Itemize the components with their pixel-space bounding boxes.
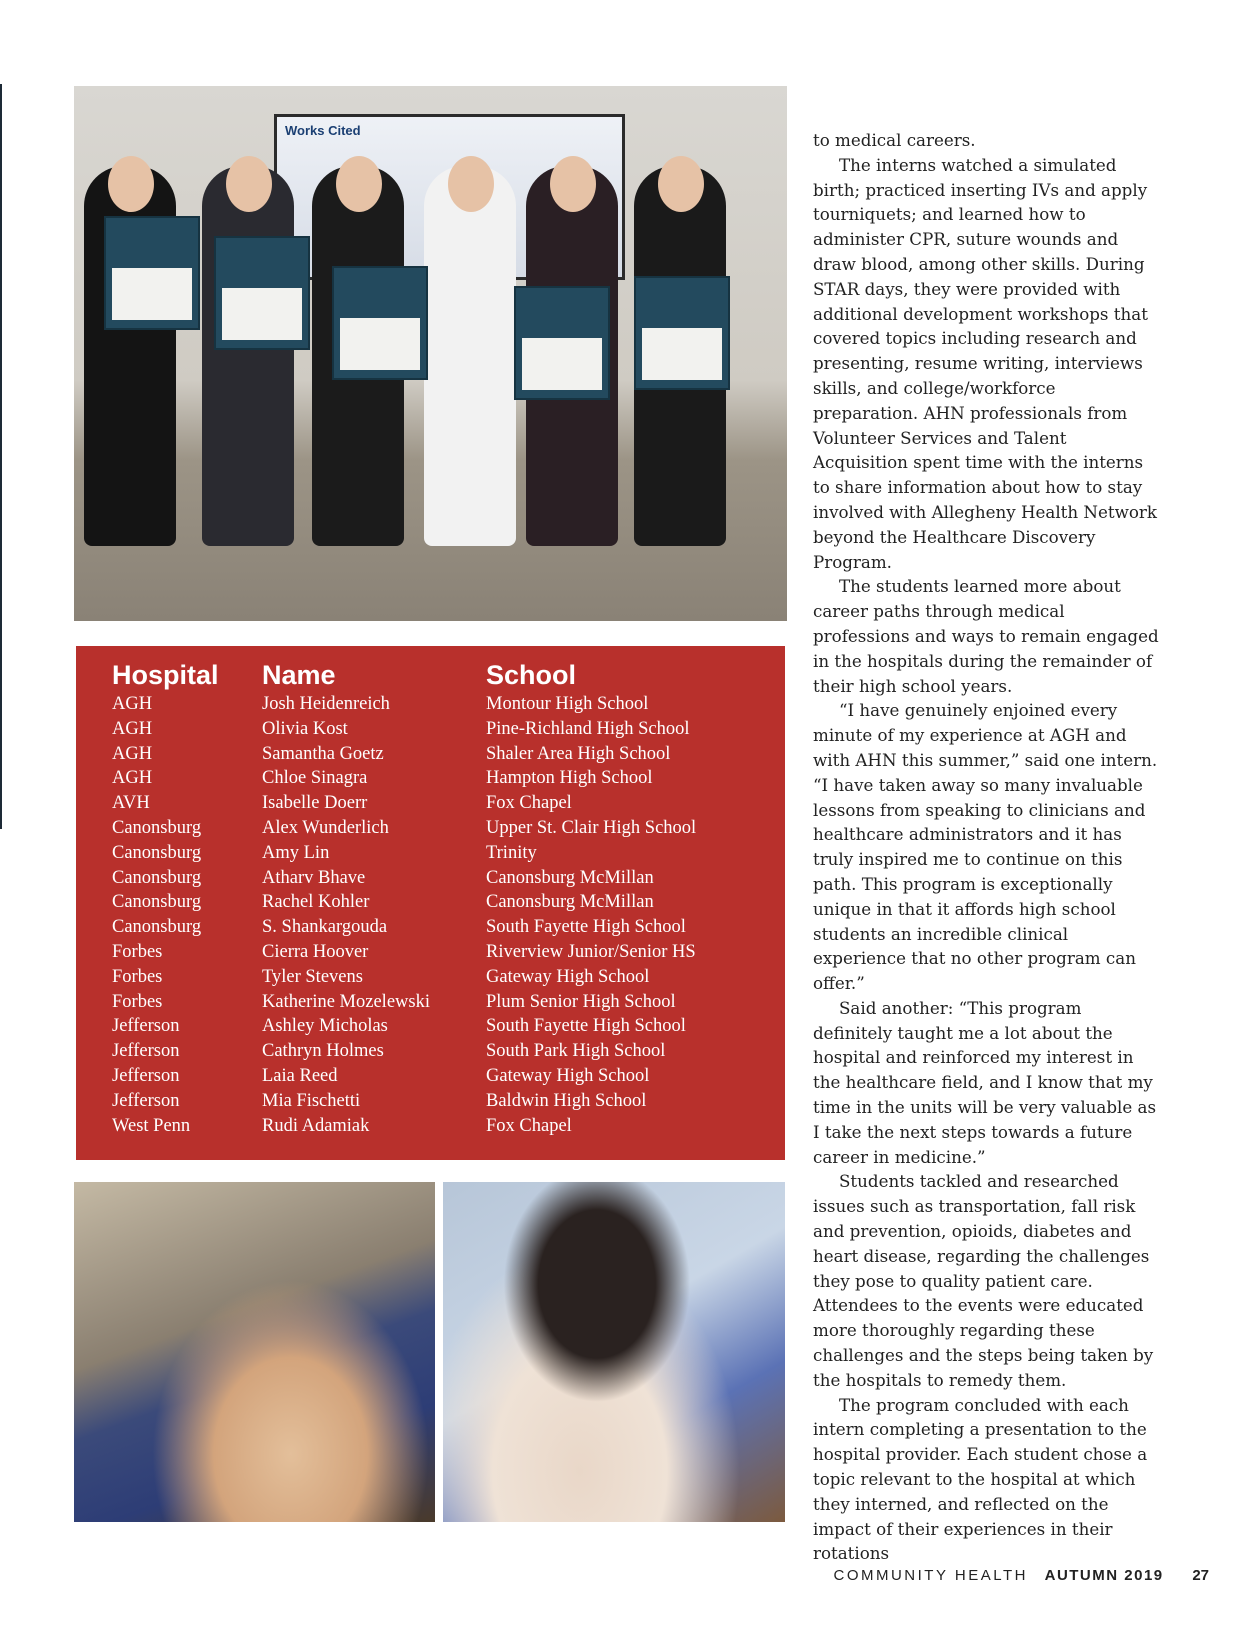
- school-cell: Fox Chapel: [486, 1115, 572, 1136]
- screen-title: Works Cited: [285, 123, 361, 138]
- school-cell: South Fayette High School: [486, 1016, 686, 1037]
- hospital-cell: Forbes: [112, 966, 163, 987]
- page-edge-bar: [0, 84, 2, 829]
- hospital-cell: Jefferson: [112, 1016, 180, 1037]
- page-footer: [833, 1567, 1209, 1584]
- school-cell: Gateway High School: [486, 966, 650, 987]
- hospital-cell: Jefferson: [112, 1090, 180, 1111]
- hospital-cell: AGH: [112, 768, 153, 789]
- name-cell: Samantha Goetz: [262, 743, 384, 764]
- hospital-cell: West Penn: [112, 1115, 191, 1136]
- certificate: [514, 286, 610, 400]
- group-photo-interns: [74, 86, 787, 621]
- name-cell: Rudi Adamiak: [262, 1115, 370, 1136]
- school-cell: Montour High School: [486, 694, 649, 714]
- name-cell: Chloe Sinagra: [262, 768, 368, 789]
- article-paragraph: “I have genuinely enjoined every minute of my experience at AGH and with AHN this summer,” said one intern. “I have taken away so many invaluable lessons from speaking to clinicians and healthcare administrators and it has truly inspired me to continue on this path. This program is exceptionally unique in that it affords high school students an incredible clinical experience that no other program can offer.”: [813, 700, 1158, 994]
- name-cell: Josh Heidenreich: [262, 694, 390, 714]
- article-paragraph: The program concluded with each intern completing a presentation to the hospital provider. Each student chose a topic relevant to the hospital at which they interned, and reflected on the impact of their experiences in their rotations: [813, 1394, 1148, 1564]
- school-cell: Plum Senior High School: [486, 991, 676, 1012]
- hospital-cell: AGH: [112, 743, 153, 764]
- article-paragraph: Students tackled and researched issues such as transportation, fall risk and prevention, opioids, diabetes and heart disease, regarding the challenges they pose to quality patient care. Attendees to the events were educated more thoroughly regarding these challenges and the steps being taken by the hospitals to remedy them.: [813, 1171, 1154, 1390]
- school-cell: Upper St. Clair High School: [486, 817, 697, 838]
- name-cell: Atharv Bhave: [262, 867, 366, 888]
- name-cell: Mia Fischetti: [262, 1090, 361, 1111]
- publication-name: COMMUNITY HEALTH: [833, 1567, 1028, 1584]
- article-body: [813, 128, 1163, 1566]
- name-cell: Tyler Stevens: [262, 966, 363, 987]
- school-cell: Pine-Richland High School: [486, 718, 690, 739]
- photo-intubation-training: [74, 1182, 435, 1522]
- name-cell: Ashley Micholas: [262, 1016, 388, 1037]
- hospital-cell: Canonsburg: [112, 867, 202, 888]
- name-cell: Olivia Kost: [262, 718, 348, 739]
- name-header: Name: [262, 660, 336, 690]
- hospital-cell: AVH: [112, 793, 150, 814]
- article-paragraph: Said another: “This program definitely taught me a lot about the hospital and reinforced my interest in the healthcare field, and I know that my time in the units will be very valuable as I take the next steps towards a future career in medicine.”: [813, 997, 1157, 1167]
- school-cell: Gateway High School: [486, 1065, 650, 1086]
- person-figure: [424, 166, 516, 546]
- school-cell: Baldwin High School: [486, 1090, 647, 1111]
- hospital-cell: Canonsburg: [112, 892, 202, 913]
- school-column: [486, 658, 696, 1138]
- person-figure: [202, 166, 294, 546]
- name-cell: Cierra Hoover: [262, 941, 369, 962]
- certificate: [332, 266, 428, 380]
- hospital-cell: Canonsburg: [112, 842, 202, 863]
- name-cell: Alex Wunderlich: [262, 817, 389, 838]
- hospital-cell: Canonsburg: [112, 817, 202, 838]
- article-paragraph: to medical careers.: [813, 130, 976, 150]
- certificate: [634, 276, 730, 390]
- school-cell: Canonsburg McMillan: [486, 892, 654, 913]
- hospital-cell: Jefferson: [112, 1065, 180, 1086]
- intern-roster-table: [76, 646, 785, 1160]
- name-cell: Katherine Mozelewski: [262, 991, 430, 1012]
- school-cell: Fox Chapel: [486, 793, 572, 814]
- hospital-cell: Forbes: [112, 941, 163, 962]
- school-cell: Hampton High School: [486, 768, 653, 789]
- certificate: [214, 236, 310, 350]
- certificate: [104, 216, 200, 330]
- hospital-header: Hospital: [112, 660, 219, 690]
- name-cell: Amy Lin: [262, 842, 330, 863]
- hospital-cell: AGH: [112, 694, 153, 714]
- school-cell: Riverview Junior/Senior HS: [486, 941, 696, 962]
- hospital-cell: Forbes: [112, 991, 163, 1012]
- name-cell: Cathryn Holmes: [262, 1041, 384, 1062]
- hospital-cell: AGH: [112, 718, 153, 739]
- school-header: School: [486, 660, 577, 690]
- hospital-cell: Jefferson: [112, 1041, 180, 1062]
- name-column: [262, 658, 430, 1138]
- school-cell: Trinity: [486, 842, 537, 863]
- article-paragraph: The students learned more about career paths through medical professions and ways to remain engaged in the hospitals during the remainder of their high school years.: [813, 576, 1159, 696]
- name-cell: Laia Reed: [262, 1065, 338, 1086]
- hospital-column: [112, 658, 219, 1138]
- name-cell: Rachel Kohler: [262, 892, 370, 913]
- hospital-cell: Canonsburg: [112, 917, 202, 938]
- page-number: 27: [1192, 1567, 1209, 1584]
- school-cell: Shaler Area High School: [486, 743, 671, 764]
- article-paragraph: The interns watched a simulated birth; practiced inserting IVs and apply tourniquets; and learned how to administer CPR, suture wounds and draw blood, among other skills. During STAR days, they were provided with additional development workshops that covered topics including research and presenting, resume writing, interviews skills, and college/workforce preparation. AHN professionals from Volunteer Services and Talent Acquisition spent time with the interns to share information about how to stay involved with Allegheny Health Network beyond the Healthcare Discovery Program.: [813, 154, 1158, 572]
- issue-label: AUTUMN 2019: [1044, 1567, 1164, 1584]
- school-cell: Canonsburg McMillan: [486, 867, 654, 888]
- photo-iv-training: [443, 1182, 785, 1522]
- name-cell: S. Shankargouda: [262, 917, 388, 938]
- school-cell: South Fayette High School: [486, 917, 686, 938]
- name-cell: Isabelle Doerr: [262, 793, 368, 814]
- school-cell: South Park High School: [486, 1041, 666, 1062]
